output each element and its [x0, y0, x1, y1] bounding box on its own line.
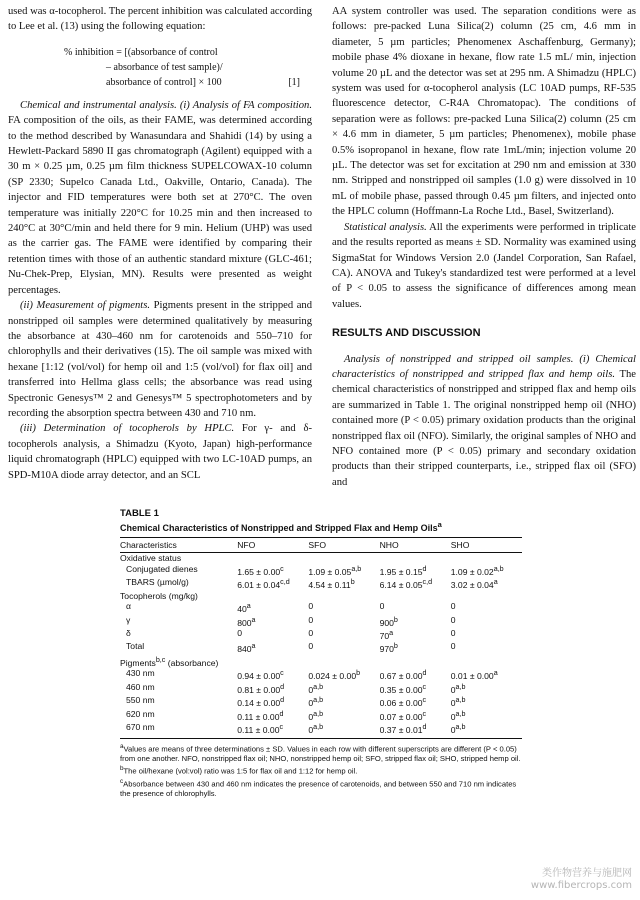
- table-cell: [237, 655, 308, 668]
- cell-sup: d: [279, 709, 284, 718]
- statistics-heading: Statistical analysis.: [344, 221, 427, 233]
- table-cell: [237, 577, 308, 590]
- row-label-text: γ: [126, 614, 131, 625]
- row-label-sup: b,c: [155, 655, 166, 664]
- row-label-text: Pigments: [120, 657, 156, 668]
- cell-sup: b: [393, 615, 398, 624]
- cell-value: 6.14 ± 0.05: [379, 579, 423, 590]
- footnote-text: The oil/hexane (vol:vol) ratio was 1:5 for flax oil and 1:12 for hemp oil.: [123, 766, 358, 776]
- left-paragraph-3: [8, 298, 312, 421]
- cell-sup: c: [422, 696, 427, 705]
- cell-value: 0.67 ± 0.00: [379, 671, 423, 682]
- header-characteristics: Characteristics: [120, 538, 237, 553]
- table-row: [120, 695, 522, 708]
- formula-line-2: – absorbance of test sample)/: [106, 61, 223, 73]
- cell-value: 0.94 ± 0.00: [237, 671, 281, 682]
- footnote-text: Absorbance between 430 and 460 nm indicates the presence of carotenoids, and between 550 and 710 nm indicates the presence of chlorophylls.: [120, 779, 517, 799]
- cell-value: 970: [379, 644, 394, 655]
- row-label-text: Total: [126, 641, 145, 652]
- table-cell: [308, 615, 379, 628]
- table-cell: [380, 601, 451, 614]
- cell-value: 0: [450, 614, 456, 625]
- cell-sup: a: [493, 669, 498, 678]
- table-cell: [380, 615, 451, 628]
- table-cell: [380, 722, 451, 738]
- pigments-heading: (ii) Measurement of pigments.: [20, 300, 151, 312]
- cell-sup: d: [422, 564, 427, 573]
- footnote-mark: c: [120, 777, 124, 785]
- row-label: [120, 591, 237, 602]
- table-body: [120, 553, 522, 739]
- cell-value: 840: [237, 644, 252, 655]
- cell-sup: c: [422, 709, 427, 718]
- cell-value: 0: [450, 711, 456, 722]
- table-cell: [380, 641, 451, 654]
- cell-value: 800: [237, 617, 252, 628]
- table-cell: [451, 722, 522, 738]
- table-cell: [237, 722, 308, 738]
- cell-value: 0: [450, 698, 456, 709]
- cell-value: 0: [308, 725, 314, 736]
- cell-value: 0.11 ± 0.00: [237, 711, 280, 722]
- cell-value: 0: [308, 614, 314, 625]
- cell-sup: b: [393, 642, 398, 651]
- cell-value: 1.65 ± 0.00: [237, 566, 281, 577]
- cell-sup: a: [251, 615, 256, 624]
- fa-analysis-text: FA composition of the oils, as their FAME, was determined according to the method described by Wanasundara and Shahidi (14) by using a Hewlett-Packard 5890 II gas chromatograph (Agilent) equipped with a 30 m × 0.25 µm, 0.25 µm film thickness SUPELCOWAX-10 column (SP 2330; Supelco Canada Ltd., Oakville, Ontario, Canada). The injector and FID temperatures were both set at 270°C. The oven temperature was initially 220°C for 10.25 min and then increased to 240°C at 30°C/min and held there for 9 min. Helium (UHP) was used as the carrier gas. The FAME were identified by comparing their retention times with those of an authentic standard mixture (GLC-461; Nu-Chek-Prep, Elysian, MN). Results were presented as weight percentages.: [8, 115, 312, 296]
- table-cell: [308, 722, 379, 738]
- cell-sup: c: [280, 564, 284, 573]
- cell-value: 0.35 ± 0.00: [379, 684, 423, 695]
- cell-value: 0: [308, 641, 314, 652]
- watermark: [531, 868, 632, 892]
- row-label-suffix: (absorbance): [165, 657, 219, 668]
- cell-sup: a,b: [313, 723, 324, 732]
- table-footnotes: [120, 742, 522, 800]
- cell-sup: d: [280, 696, 285, 705]
- table-title: [120, 519, 522, 534]
- cell-sup: a,b: [351, 564, 362, 573]
- table-row: [120, 577, 522, 590]
- table-title-text: Chemical Characteristics of Nonstripped and Stripped Flax and Hemp Oils: [120, 523, 438, 533]
- header-nfo: NFO: [237, 538, 308, 553]
- cell-value: 0.024 ± 0.00: [308, 671, 357, 682]
- analysis-heading: Analysis of nonstripped and stripped oil samples. (i) Chemical characteristics of nonstripped and stripped flax and hemp oils.: [332, 353, 636, 380]
- row-label: [120, 628, 237, 641]
- cell-value: 0: [237, 628, 242, 638]
- row-label-text: δ: [126, 628, 131, 638]
- formula-line-3: absorbance of control] × 100: [106, 76, 222, 88]
- table-row: [120, 668, 522, 681]
- cell-sup: a,b: [455, 723, 466, 732]
- cell-value: 0: [450, 684, 456, 695]
- table-cell: [308, 655, 379, 668]
- cell-sup: a,b: [455, 696, 466, 705]
- table-cell: [451, 695, 522, 708]
- table-header-row: [120, 538, 522, 553]
- cell-sup: c: [279, 723, 284, 732]
- row-label-text: 460 nm: [126, 681, 155, 692]
- characteristics-table: [120, 537, 522, 739]
- table-cell: [237, 668, 308, 681]
- table-cell: [308, 641, 379, 654]
- table-row: [120, 709, 522, 722]
- table-cell: [308, 564, 379, 577]
- row-label: [120, 564, 237, 577]
- row-label: [120, 601, 237, 614]
- table-cell: [380, 668, 451, 681]
- table-cell: [308, 709, 379, 722]
- table-cell: [451, 615, 522, 628]
- pigments-text: Pigments present in the stripped and nonstripped oil samples were determined qualitatively by measuring the absorbance at 430–460 nm for carotenoids and 550–710 for chlorophylls and their derivatives (15). The oil sample was mixed with hexane [1:12 (vol/vol) for hemp oil and 1:5 (vol/vol) for flax oil] and transferred into Hellma glass cells; the absorbance was read using Spectronic Genesys™ 2 and Genesys™ 5 spectrophotometers and by recording the absorption spectra between 430 and 710 nm.: [8, 300, 313, 419]
- cell-value: 0.14 ± 0.00: [237, 698, 281, 709]
- cell-value: 40: [237, 603, 247, 614]
- footnote-text: Values are means of three determinations ± SD. Values in each row with different superscripts are different (P < 0.05) from one another. NFO, nonstripped flax oil; NHO, nonstripped hemp oil; SFO, stripped flax oil; SHO, stripped hemp oil.: [120, 744, 521, 764]
- table-row: [120, 722, 522, 738]
- table-cell: [308, 601, 379, 614]
- row-label: [120, 722, 237, 738]
- cell-value: 3.02 ± 0.04: [450, 579, 494, 590]
- cell-sup: a: [389, 629, 394, 637]
- footnote-mark: a: [120, 742, 124, 750]
- table-cell: [380, 577, 451, 590]
- cell-value: 0: [308, 698, 314, 709]
- table-cell: [308, 628, 379, 641]
- table-cell: [308, 668, 379, 681]
- cell-value: 6.01 ± 0.04: [237, 579, 281, 590]
- right-paragraph-3: [332, 352, 636, 491]
- cell-value: 0.06 ± 0.00: [379, 698, 423, 709]
- table-cell: [451, 591, 522, 602]
- cell-value: 0: [450, 725, 456, 736]
- cell-sup: b: [356, 669, 361, 678]
- table-cell: [451, 682, 522, 695]
- cell-value: 70: [379, 630, 390, 641]
- cell-value: 0: [450, 641, 456, 652]
- table-cell: [451, 668, 522, 681]
- table-cell: [451, 564, 522, 577]
- cell-value: 0.81 ± 0.00: [237, 684, 281, 695]
- table-row: [120, 628, 522, 641]
- row-label-text: Oxidative status: [120, 553, 182, 563]
- table-cell: [451, 655, 522, 668]
- formula-line-1: % inhibition = [(absorbance of control: [64, 46, 218, 58]
- table-row: [120, 564, 522, 577]
- row-label: [120, 577, 237, 590]
- table-cell: [308, 577, 379, 590]
- table-row: [120, 615, 522, 628]
- row-label-text: 430 nm: [126, 668, 155, 679]
- table-cell: [380, 628, 451, 641]
- cell-value: 0: [379, 601, 385, 612]
- table-row: [120, 601, 522, 614]
- cell-sup: a,b: [455, 682, 466, 691]
- table-cell: [237, 601, 308, 614]
- right-paragraph-1: AA system controller was used. The separation conditions were as follows: pre-packed Luna Silica(2) column (25 cm, 4.6 mm in diameter, 5 µm particles; Phenomenex Aschaffenburg, Germany); mobile phase 4% dioxane in hexane, flow rate 1.5 mL/ min, injection volume 20 µL and the detector was set at 295 nm. A Shimadzu (HPLC) system was used for α-tocopherol analysis (LC 10AD pumps, RF-535 fluorescence detector, C-R4A Chromatopac). The conditions of separation were as follows: pre-packed Luna Silica(2) column (25 cm × 4.6 mm in diameter, 5 µm particles; Phenomenex), mobile phase 0.5% isopropanol in hexane, flow rate 1mL/min; injection volume 20 µL. The detector was set for excitation at 290 nm and emission at 330 nm. Stripped and nonstripped oil samples (1.0 g) were dissolved in 10 mL of mobile phase, passed through 0.45 µm filters, and injected onto the HPLC column (Hoffmann-La Roche Ltd., Basel, Switzerland).: [332, 6, 636, 218]
- footnote-mark: b: [120, 765, 124, 773]
- cell-sup: a,b: [313, 682, 324, 691]
- tocopherols-text: For γ- and δ-tocopherols analysis, a Shimadzu (Kyoto, Japan) high-performance liquid chromatograph (HPLC) equipped with two LC-10AD pumps, an SPD-M10A diode array detector, and an SCL: [8, 423, 312, 481]
- table-cell: [451, 628, 522, 641]
- cell-value: 0: [308, 711, 314, 722]
- cell-value: 1.09 ± 0.02: [450, 566, 494, 577]
- table-cell: [451, 641, 522, 654]
- table-cell: [237, 695, 308, 708]
- row-label-text: 670 nm: [126, 722, 155, 733]
- cell-value: 0: [450, 628, 456, 638]
- table-cell: [380, 564, 451, 577]
- row-label-text: α: [126, 601, 131, 612]
- results-section-heading: RESULTS AND DISCUSSION: [332, 327, 481, 340]
- cell-value: 900: [379, 617, 394, 628]
- row-label: [120, 668, 237, 681]
- table-cell: [237, 641, 308, 654]
- cell-value: 0.37 ± 0.01: [379, 725, 423, 736]
- table-cell: [308, 695, 379, 708]
- statistics-text: All the experiments were performed in triplicate and the results reported as means ± SD. Normality was examined using SigmaStat for Windows Version 2.0 (Jandel Corporation, San Rafael, CA). ANOVA and Tukey's standardized test were performed at a level of P < 0.05 to assess the significance of differences among mean values.: [332, 221, 636, 310]
- cell-value: 0: [308, 628, 314, 638]
- cell-sup: a: [251, 642, 256, 651]
- header-sho: SHO: [451, 538, 522, 553]
- table-row: [120, 591, 522, 602]
- left-paragraph-1: used was α-tocopherol. The percent inhibition was calculated according to Lee et al. (13) using the following equation:: [8, 6, 312, 33]
- table-cell: [237, 615, 308, 628]
- cell-sup: c,d: [280, 578, 290, 587]
- cell-value: 1.95 ± 0.15: [379, 566, 423, 577]
- table-cell: [380, 695, 451, 708]
- analysis-text: The chemical characteristics of nonstripped and stripped flax and hemp oils are summarized in Table 1. The original nonstripped hemp oil (NHO) contained more (P < 0.05) primary oxidation products than the original nonstripped flax oil (NFO). Similarly, the original samples of NHO and NFO contained more (P < 0.05) primary and secondary oxidation products than their stripped counterparts, i.e., stripped flax oil (SFO) and: [332, 368, 636, 488]
- inhibition-formula: [64, 45, 300, 90]
- table-cell: [451, 553, 522, 564]
- cell-sup: d: [422, 723, 427, 732]
- footnote: [120, 777, 522, 800]
- equation-number: [1]: [288, 76, 300, 88]
- row-label: [120, 655, 237, 668]
- cell-sup: a,b: [313, 709, 324, 718]
- row-label-text: 550 nm: [126, 695, 155, 706]
- row-label-text: TBARS (µmol/g): [126, 577, 189, 588]
- table-cell: [380, 655, 451, 668]
- row-label-text: Tocopherols (mg/kg): [120, 590, 198, 601]
- cell-value: 1.09 ± 0.05: [308, 566, 352, 577]
- table-1: [120, 508, 522, 799]
- table-cell: [308, 553, 379, 564]
- table-title-sup: a: [437, 520, 442, 529]
- fa-analysis-heading: Chemical and instrumental analysis. (i) Analysis of FA composition.: [20, 99, 312, 111]
- table-cell: [380, 709, 451, 722]
- footnote: [120, 764, 522, 777]
- watermark-line-1: 类作物营养与施肥网: [542, 868, 632, 879]
- cell-sup: b: [350, 578, 355, 587]
- table-label: TABLE 1: [120, 508, 159, 519]
- cell-sup: d: [280, 682, 285, 691]
- row-label: [120, 709, 237, 722]
- table-cell: [237, 709, 308, 722]
- row-label: [120, 695, 237, 708]
- footnote: [120, 742, 522, 765]
- cell-value: 4.54 ± 0.11: [308, 579, 351, 590]
- cell-sup: c: [422, 682, 427, 691]
- left-column: [8, 4, 312, 483]
- table-cell: [237, 682, 308, 695]
- row-label-text: Conjugated dienes: [126, 563, 198, 574]
- cell-value: 0: [308, 601, 314, 612]
- right-column: [332, 4, 636, 490]
- cell-sup: c: [280, 669, 284, 678]
- table-row: [120, 641, 522, 654]
- cell-sup: a,b: [455, 709, 466, 718]
- header-nho: NHO: [380, 538, 451, 553]
- row-label: [120, 615, 237, 628]
- table-cell: [237, 628, 308, 641]
- table-cell: [451, 601, 522, 614]
- right-paragraph-2: [332, 220, 636, 312]
- table-cell: [237, 564, 308, 577]
- cell-value: 0.11 ± 0.00: [237, 725, 280, 736]
- cell-sup: c,d: [422, 578, 433, 587]
- cell-value: 0: [450, 601, 456, 612]
- cell-sup: a,b: [313, 696, 324, 705]
- header-sfo: SFO: [308, 538, 379, 553]
- watermark-line-2: www.fibercrops.com: [530, 880, 632, 891]
- table-cell: [380, 682, 451, 695]
- left-paragraph-2: [8, 98, 312, 298]
- left-paragraph-4: [8, 421, 312, 483]
- cell-sup: a: [493, 578, 498, 587]
- cell-value: 0.07 ± 0.00: [379, 711, 423, 722]
- cell-value: 0: [308, 684, 314, 695]
- cell-sup: a,b: [493, 564, 504, 573]
- cell-sup: a: [246, 602, 251, 611]
- cell-value: 0.01 ± 0.00: [450, 671, 494, 682]
- table-cell: [237, 553, 308, 564]
- table-cell: [380, 553, 451, 564]
- row-label: [120, 641, 237, 654]
- table-cell: [308, 591, 379, 602]
- table-cell: [308, 682, 379, 695]
- table-cell: [237, 591, 308, 602]
- tocopherols-heading: (iii) Determination of tocopherols by HPLC.: [20, 423, 235, 435]
- row-label-text: 620 nm: [126, 708, 155, 719]
- table-cell: [451, 709, 522, 722]
- table-cell: [380, 591, 451, 602]
- table-cell: [451, 577, 522, 590]
- table-row: [120, 655, 522, 668]
- row-label: [120, 553, 237, 564]
- table-row: [120, 682, 522, 695]
- row-label: [120, 682, 237, 695]
- table-row: [120, 553, 522, 564]
- cell-sup: d: [422, 669, 427, 678]
